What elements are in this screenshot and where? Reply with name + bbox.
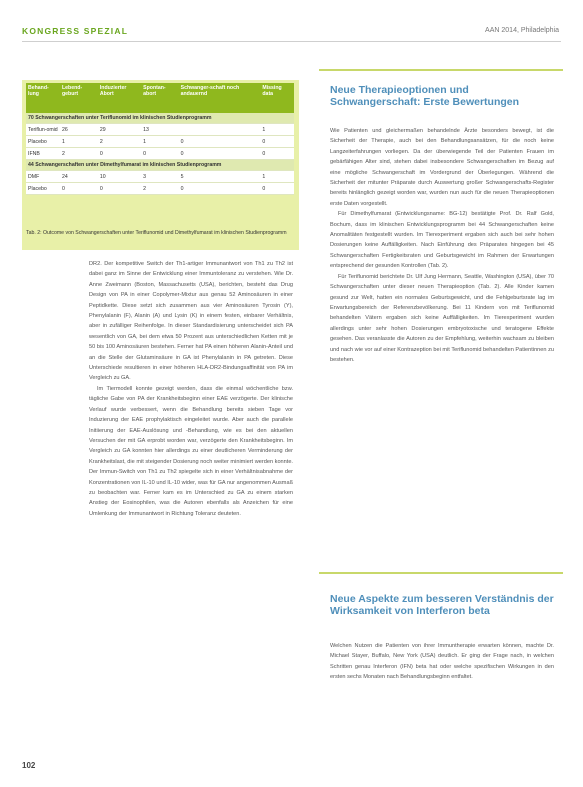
table-cell: 1: [260, 171, 294, 183]
table-section-label: 44 Schwangerschaften unter Dimethylfumarat im klinischen Studienprogramm: [26, 160, 294, 171]
table-cell: 3: [141, 171, 178, 183]
table-cell: 0: [60, 183, 98, 195]
table-cell: IFNB: [26, 148, 60, 160]
table-cell: 2: [60, 148, 98, 160]
table-cell: 13: [141, 124, 178, 136]
table-cell: 0: [98, 183, 141, 195]
table-cell: 10: [98, 171, 141, 183]
section-rule: [319, 572, 563, 574]
table-cell: 0: [179, 148, 261, 160]
table-cell: 2: [141, 183, 178, 195]
table-row: [26, 183, 294, 195]
table-header: Schwanger-schaft noch andauernd: [179, 83, 261, 113]
paragraph: Wie Patienten und gleichermaßen behandelnde Ärzte besonders bewegt, ist die Sicherheit der Therapie, auch bei den Behandlungsansätzen, für die noch keine Langzeiterfahrungen vorliegen. Da der überwiegende Teil der Patienten Frauen im gebärfähigen Alter sind, stehen dabei insbesondere Schwangerschaften im Bezug auf eine mögliche Schwangerschaft im Vordergrund der Überlegungen. Während die Sicherheit der mitunter Präparate durch Auswertung großer Schwangerschafts-Register bereits hinlänglich gezeigt worden war, wurden nun auch für die neuen Therapieoptionen erste Daten vorgestellt.: [330, 128, 554, 207]
table-header: Missing data: [260, 83, 294, 113]
table-cell: 24: [60, 171, 98, 183]
page-number: 102: [22, 761, 36, 770]
paragraph: DR2. Der kompetitive Switch der Th1-artiger Immunantwort von Th1 zu Th2 ist dabei ganz im Sinne der Entwicklung einer Immuntoleranz zu verstehen. Wie Dr. Anne Zweimann (Boston, Massachusetts (USA), berichten, besteht das Drug Design von PA in einer Copolymer-Mixtur aus genau 52 Aminosäuren in einer Peptidkette. Diese setzt sich zusammen aus vier Aminosäuren Tyrosin (Y), Phenylalanin (F), Alanin (A) und Lysin (K) in einem festen, einbarer Verhältnis, aber in zufälliger Reihenfolge. In dieser Standardisierung unterscheidet sich PA wesentlich von GA, bei dem etwa 50 Prozent aus unterschiedlichen Ketten mit je 50 bis 100 Aminosäuren bestehen. Ferner hat PA einen höheren Alanin-Anteil und an die Stelle der Glutaminsäure in GA ist Phenylalanin in PA getreten. Diese Unterschiede resultieren in einer höheren HLA-DR2-Bindungsaffinität von PA im Vergleich zu GA.: [89, 261, 293, 382]
table-cell: 0: [179, 136, 261, 148]
table-header-row: [26, 83, 294, 113]
table-cell: 0: [260, 148, 294, 160]
table-cell: Placebo: [26, 136, 60, 148]
table-cell: 29: [98, 124, 141, 136]
header-section-label: KONGRESS SPEZIAL: [22, 26, 129, 36]
right-column-text: [330, 641, 554, 683]
table-cell: 26: [60, 124, 98, 136]
table-header: Induzierter Abort: [98, 83, 141, 113]
header-rule: [22, 41, 561, 42]
table-cell: 1: [260, 124, 294, 136]
table-row: [26, 148, 294, 160]
table-section-row: [26, 160, 294, 171]
table-cell: 0: [141, 148, 178, 160]
table-cell: 1: [60, 136, 98, 148]
table-cell: 2: [98, 136, 141, 148]
section-heading: Neue Aspekte zum besseren Verständnis der Wirksamkeit von Interferon beta: [330, 593, 554, 617]
table-header: Spontan-abort: [141, 83, 178, 113]
paragraph: Im Tiermodell konnte gezeigt werden, dass die einmal wöchentliche bzw. tägliche Gabe von PA der Krankheitsbeginn einer EAE verzögerte. Der klinische Verlauf wurde verbessert, wenn die Behandlung bereits sieben Tage vor Induzierung der EAE prophylaktisch eingeleitet wurde. Aber auch die parallele Initiierung der EAE-Auslösung und -Behandlung, wie es bei den aktuellen Versuchen der mit GA erprobt worden war, verzögerte den Krankheitsbeginn. Im Vergleich zu GA konnten hier allerdings zu einer deutlicheren Verminderung der Krankheitslast, die mit steigender Dosierung noch weiter minimiert werden konnte. Der Immun-Switch von Th1 zu Th2 spiegelte sich in einer Verhältnisabnahme der Konzentrationen von IL-10 und IL-10 wider, was für GA nur angenommen Ausmaß zu beobachten war. Ferner kam es im Unterschied zu GA zu einem starken Anstieg der Eosinophilen, was die Autoren ebenfalls als Anzeichen für eine Umlenkung der Immunantwort in Richtung Toleranz deuteten.: [89, 385, 293, 517]
table-cell: 5: [179, 171, 261, 183]
table-cell: 0: [260, 183, 294, 195]
table-section-row: [26, 113, 294, 124]
header-congress-label: AAN 2014, Philadelphia: [485, 27, 559, 34]
paragraph: Für Teriflunomid berichtete Dr. Ulf Jung Hermann, Seattle, Washington (USA), über 70 Schwangerschaften unter dieser neuen Therapieoption (Tab. 2). Alle Kinder kamen gesund zur Welt, hatten ein normales Geburtsgewicht, und die Fehlgeburtsrate lag im Erwartungsbereich der Referenzbevölkerung. Bei 11 Kindern von mit Teriflunomid behandelten Vätern ergaben sich keine Auffälligkeiten. Im Tierexperiment wurden allerdings unter sehr hohen Dosierungen embryotoxische und teratogene Effekte gesehen. Das veranlasste die Autoren zu der Empfehlung, weiterhin wachsam zu bleiben und nach wie vor auf einer Kontrazeption bei mit Teriflunomid behandelten Patientinnen zu bestehen.: [330, 273, 554, 363]
table-cell: 0: [179, 183, 261, 195]
right-column-text: [330, 126, 554, 365]
table-cell: 0: [260, 136, 294, 148]
table-header: Lebend-geburt: [60, 83, 98, 113]
table-caption: Tab. 2: Outcome von Schwangerschaften unter Teriflunomid und Dimethylfumarat im klinischen Studienprogramm: [26, 230, 287, 236]
table-row: [26, 124, 294, 136]
paragraph: Welchen Nutzen die Patienten von ihrer Immuntherapie erwarten können, machte Dr. Michael Stayer, Buffalo, New York (USA) deutlich. Er ging der Frage nach, in welchen Schritten genau Interferon (IFN) beta hat oder welche spezifischen Wirkungen in den ersten sechs Monaten nach Behandlungsbeginn entfaltet.: [330, 643, 554, 681]
table-cell: 0: [98, 148, 141, 160]
left-column-text: [89, 259, 293, 519]
outcome-table: [26, 83, 294, 195]
table-header: Behand-lung: [26, 83, 60, 113]
table-cell: DMF: [26, 171, 60, 183]
table-cell: Placebo: [26, 183, 60, 195]
table-row: [26, 136, 294, 148]
section-rule: [319, 69, 563, 71]
table-section-label: 70 Schwangerschaften unter Teriflunomid im klinischen Studienprogramm: [26, 113, 294, 124]
table-cell: 1: [141, 136, 178, 148]
table-row: [26, 171, 294, 183]
table-cell: Teriflun-omid: [26, 124, 60, 136]
table-box: [22, 80, 299, 250]
paragraph: Für Dimethylfumarat (Entwicklungsname: BG-12) bestätigte Prof. Dr. Ralf Gold, Bochum, dass im klinischen Entwicklungsprogramm bei 44 Schwangerschaften keine Anomalitäten festgestellt wurden. Im Tierexperiment ergaben sich auch bei sehr hohen Dosierungen keine Auffälligkeiten. Nach Einführung des Präparates hingegen bei 45 Schwangerschaften Fertigkeitsraten und Geburtsgewicht im Rahmen der Erwartungen entsprechend der gesunden Kontrollen (Tab. 2).: [330, 211, 554, 270]
table-cell: [179, 124, 261, 136]
section-heading: Neue Therapieoptionen und Schwangerschaft: Erste Bewertungen: [330, 84, 520, 108]
